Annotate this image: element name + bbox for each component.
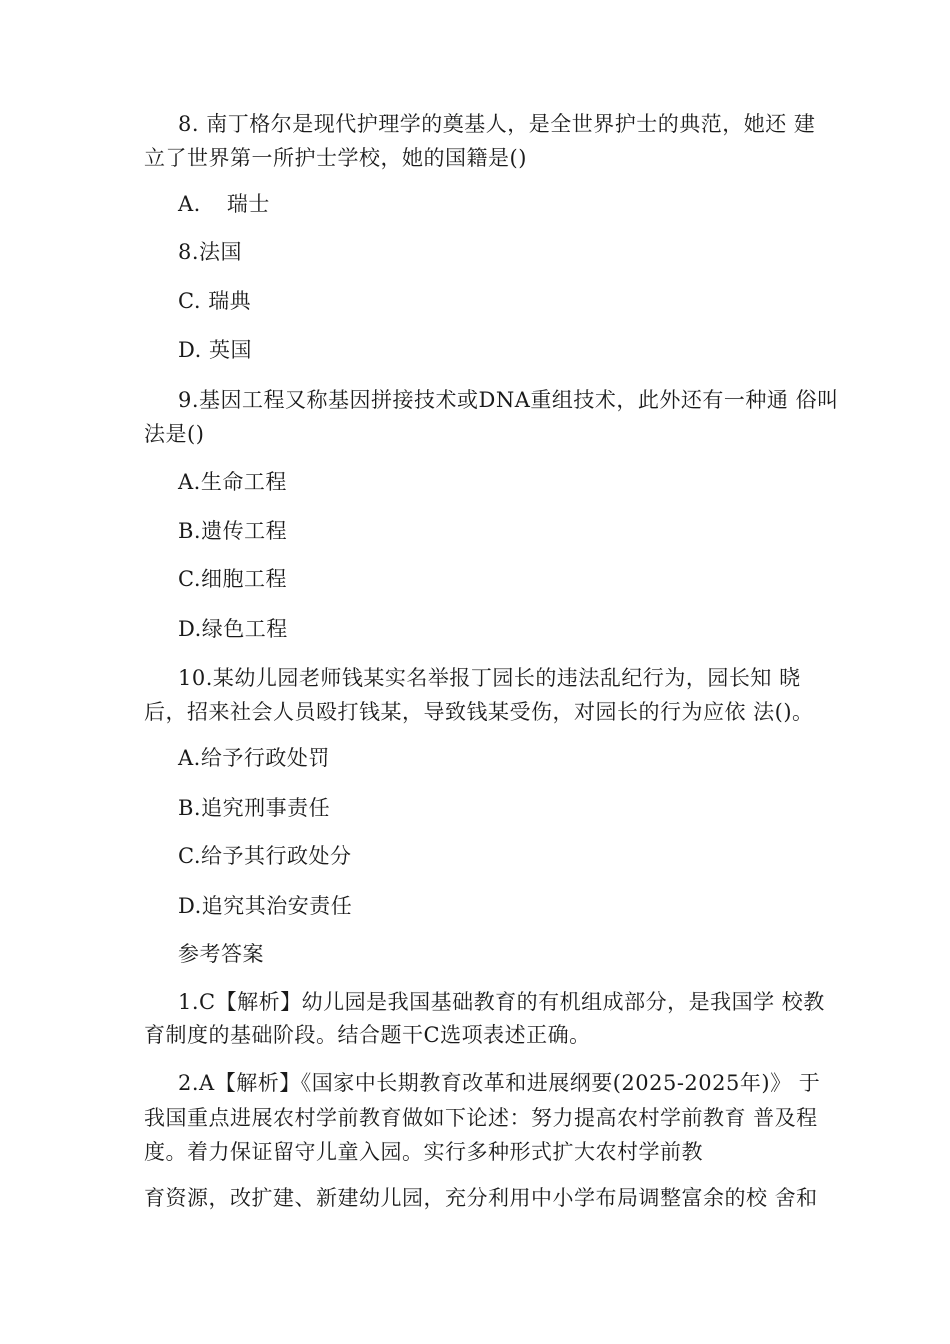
question-10-option-c [178, 842, 352, 870]
option-text: 追究刑事责任 [201, 796, 331, 820]
option-text: 瑞士 [226, 192, 270, 216]
option-letter: A. [178, 192, 201, 216]
option-text: 追究其治安责任 [201, 894, 353, 918]
question-10-option-a [178, 744, 330, 772]
option-letter: D. [178, 894, 202, 918]
question-9-line-1: 9.基因工程又称基因拼接技术或DNA重组技术，此外还有一种通 俗叫 [178, 388, 839, 412]
option-text: 瑞典 [208, 289, 252, 313]
question-10-option-b [178, 794, 330, 822]
option-letter: B. [178, 796, 202, 820]
answer-2-line-3: 度。着力保证留守儿童入园。实行多种形式扩大农村学前教 [144, 1140, 703, 1164]
option-text: 遗传工程 [201, 519, 288, 543]
question-8-option-d [178, 336, 252, 364]
answer-1-line-1: 1.C【解析】幼儿园是我国基础教育的有机组成部分，是我国学 校教 [178, 990, 825, 1014]
question-9-option-c [178, 565, 287, 593]
question-8-option-c [178, 287, 251, 315]
option-text: 给予其行政处分 [201, 844, 352, 868]
question-8-option-b [178, 238, 242, 266]
option-letter: C. [178, 844, 201, 868]
question-9-line-2: 法是() [144, 422, 205, 446]
option-text: 细胞工程 [201, 567, 287, 591]
question-9-option-d [178, 615, 288, 643]
answers-heading: 参考答案 [178, 942, 264, 966]
question-9-option-b [178, 517, 287, 545]
answer-1-line-2: 育制度的基础阶段。结合题干C选项表述正确。 [144, 1023, 591, 1047]
option-letter: C. [178, 289, 201, 313]
option-letter: D. [178, 338, 202, 362]
question-8-line-1: 8. 南丁格尔是现代护理学的奠基人，是全世界护士的典范，她还 建 [178, 112, 816, 136]
question-8-line-2: 立了世界第一所护士学校，她的国籍是() [144, 146, 527, 170]
question-10-line-2: 后，招来社会人员殴打钱某，导致钱某受伤，对园长的行为应依 法()。 [144, 700, 814, 724]
question-9-option-a [178, 468, 287, 496]
option-text: 英国 [208, 338, 252, 362]
option-letter: D. [178, 617, 202, 641]
option-text: 生命工程 [200, 470, 287, 494]
option-letter: A. [178, 470, 201, 494]
option-letter: 8. [178, 240, 200, 264]
option-letter: A. [178, 746, 201, 770]
option-letter: B. [178, 519, 202, 543]
question-10-line-1: 10.某幼儿园老师钱某实名举报丁园长的违法乱纪行为，园长知 晓 [178, 666, 801, 690]
question-8-option-a [178, 190, 270, 218]
option-text: 绿色工程 [201, 617, 288, 641]
answer-2-line-2: 我国重点进展农村学前教育做如下论述：努力提高农村学前教育 普及程 [144, 1106, 818, 1130]
option-letter: C. [178, 567, 201, 591]
answer-2-line-1: 2.A【解析】《国家中长期教育改革和进展纲要(2025-2025年)》 于 [178, 1071, 821, 1095]
option-text: 法国 [199, 240, 243, 264]
answer-2-line-4: 育资源，改扩建、新建幼儿园，充分利用中小学布局调整富余的校 舍和 [144, 1186, 818, 1210]
question-10-option-d [178, 892, 352, 920]
option-text: 给予行政处罚 [200, 746, 330, 770]
